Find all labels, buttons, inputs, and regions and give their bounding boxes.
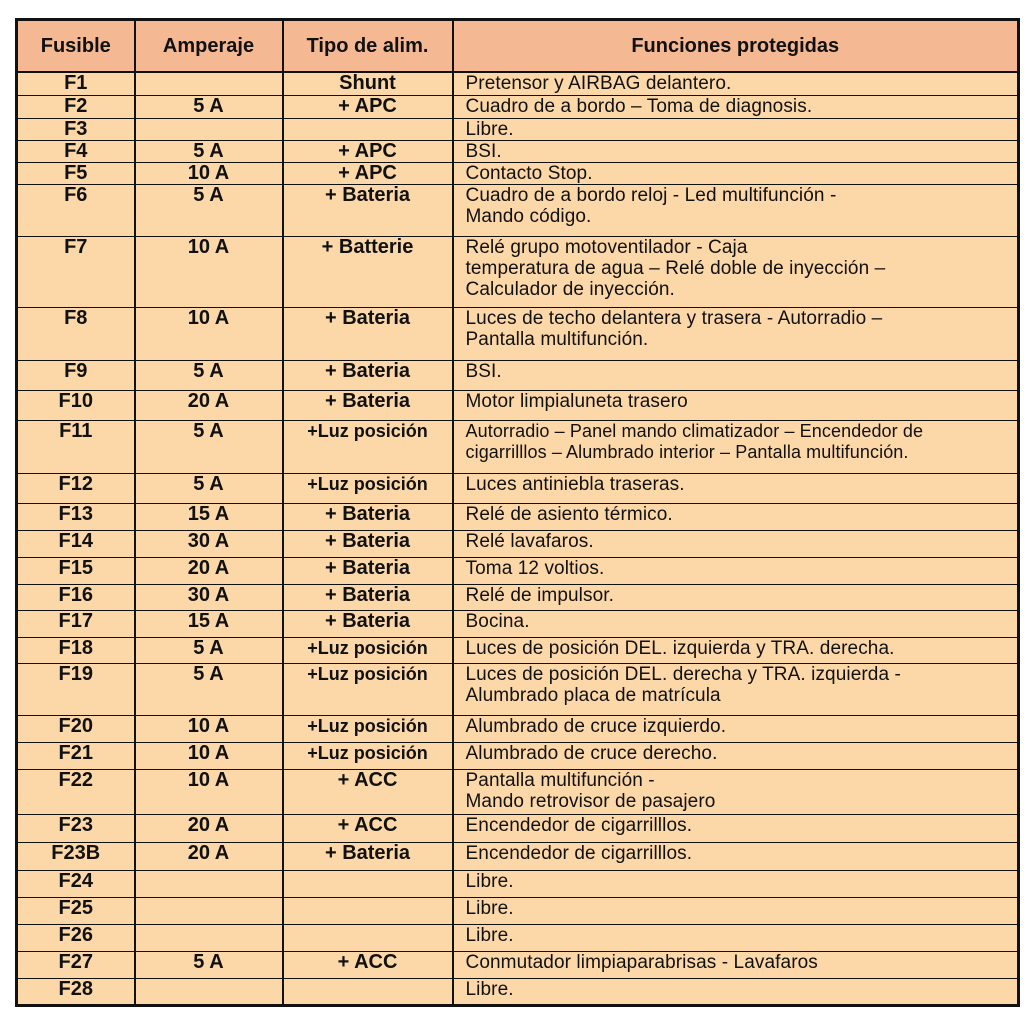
cell-fusible: F24: [17, 870, 135, 897]
cell-fusible: F26: [17, 924, 135, 951]
cell-fusible: F28: [17, 978, 135, 1005]
funcion-line: Relé de impulsor.: [465, 584, 614, 606]
cell-funciones: [453, 557, 1019, 584]
table-row: [17, 307, 1019, 360]
cell-amperaje: 5 A: [135, 140, 283, 162]
funcion-line: Pretensor y AIRBAG delantero.: [465, 73, 732, 94]
cell-tipo: + Bateria: [283, 307, 453, 360]
funcion-line: cigarrilllos – Alumbrado interior – Pantalla multifunción.: [465, 441, 909, 462]
cell-fusible: F9: [17, 360, 135, 390]
cell-amperaje: [135, 118, 283, 140]
table-row: [17, 769, 1019, 814]
cell-amperaje: 10 A: [135, 307, 283, 360]
cell-amperaje: 20 A: [135, 814, 283, 842]
cell-fusible: F7: [17, 236, 135, 307]
cell-funciones: [453, 978, 1019, 1005]
cell-tipo: + APC: [283, 95, 453, 118]
cell-funciones: [453, 663, 1019, 715]
cell-funciones: [453, 769, 1019, 814]
cell-funciones: [453, 951, 1019, 978]
funcion-line: Libre.: [465, 118, 514, 140]
table-row: [17, 584, 1019, 610]
header-amperaje: Amperaje: [135, 20, 283, 73]
table-row: [17, 663, 1019, 715]
cell-amperaje: 5 A: [135, 473, 283, 503]
cell-amperaje: 15 A: [135, 610, 283, 637]
table-row: [17, 715, 1019, 742]
table-row: [17, 978, 1019, 1005]
cell-funciones: [453, 584, 1019, 610]
table-row: [17, 870, 1019, 897]
cell-tipo: + Bateria: [283, 584, 453, 610]
cell-amperaje: 10 A: [135, 162, 283, 184]
cell-amperaje: 20 A: [135, 390, 283, 420]
cell-amperaje: 10 A: [135, 236, 283, 307]
cell-funciones: [453, 360, 1019, 390]
cell-funciones: [453, 530, 1019, 557]
table-row: [17, 72, 1019, 95]
cell-funciones: [453, 118, 1019, 140]
cell-amperaje: 20 A: [135, 557, 283, 584]
cell-amperaje: 30 A: [135, 530, 283, 557]
cell-fusible: F27: [17, 951, 135, 978]
cell-amperaje: 5 A: [135, 360, 283, 390]
funcion-line: Cuadro de a bordo – Toma de diagnosis.: [465, 95, 813, 117]
funcion-line: Encendedor de cigarrilllos.: [465, 842, 693, 864]
cell-fusible: F21: [17, 742, 135, 769]
cell-funciones: [453, 307, 1019, 360]
cell-funciones: [453, 162, 1019, 184]
funcion-line: Luces de techo delantera y trasera - Autorradio –: [465, 307, 883, 329]
table-row: [17, 530, 1019, 557]
table-row: [17, 236, 1019, 307]
funcion-line: Alumbrado de cruce derecho.: [465, 742, 718, 764]
funcion-line: Libre.: [465, 870, 514, 892]
cell-amperaje: 5 A: [135, 663, 283, 715]
cell-funciones: [453, 870, 1019, 897]
cell-tipo: + APC: [283, 140, 453, 162]
cell-funciones: [453, 473, 1019, 503]
table-row: [17, 637, 1019, 663]
cell-amperaje: [135, 72, 283, 95]
table-row: [17, 557, 1019, 584]
cell-tipo: + Bateria: [283, 842, 453, 870]
header-row: [17, 20, 1019, 73]
cell-amperaje: 5 A: [135, 420, 283, 473]
header-fusible: Fusible: [17, 20, 135, 73]
funcion-line: BSI.: [465, 140, 502, 162]
cell-amperaje: 5 A: [135, 95, 283, 118]
cell-fusible: F20: [17, 715, 135, 742]
funcion-line: temperatura de agua – Relé doble de inyección –: [465, 257, 886, 279]
cell-fusible: F25: [17, 897, 135, 924]
table-row: [17, 610, 1019, 637]
cell-tipo: +Luz posición: [283, 637, 453, 663]
cell-tipo: +Luz posición: [283, 663, 453, 715]
cell-funciones: [453, 637, 1019, 663]
cell-tipo: + ACC: [283, 951, 453, 978]
table-row: [17, 140, 1019, 162]
cell-funciones: [453, 924, 1019, 951]
cell-amperaje: 5 A: [135, 184, 283, 236]
cell-amperaje: 5 A: [135, 951, 283, 978]
funcion-line: Relé grupo motoventilador - Caja: [465, 236, 748, 258]
fuse-table: [15, 18, 1020, 1007]
cell-tipo: +Luz posición: [283, 742, 453, 769]
cell-tipo: [283, 118, 453, 140]
cell-fusible: F12: [17, 473, 135, 503]
cell-funciones: [453, 715, 1019, 742]
cell-funciones: [453, 610, 1019, 637]
cell-amperaje: 5 A: [135, 637, 283, 663]
cell-tipo: + APC: [283, 162, 453, 184]
cell-tipo: + Bateria: [283, 390, 453, 420]
fuse-table-body: [17, 72, 1019, 1005]
cell-tipo: [283, 978, 453, 1005]
cell-tipo: + Bateria: [283, 530, 453, 557]
cell-fusible: F11: [17, 420, 135, 473]
funcion-line: Encendedor de cigarrilllos.: [465, 814, 693, 836]
funcion-line: Libre.: [465, 924, 514, 946]
cell-tipo: [283, 897, 453, 924]
cell-funciones: [453, 842, 1019, 870]
cell-amperaje: 15 A: [135, 503, 283, 530]
table-row: [17, 360, 1019, 390]
cell-tipo: Shunt: [283, 72, 453, 95]
cell-fusible: F22: [17, 769, 135, 814]
funcion-line: Libre.: [465, 897, 514, 919]
funcion-line: Calculador de inyección.: [465, 278, 675, 300]
cell-fusible: F2: [17, 95, 135, 118]
funcion-line: Luces de posición DEL. izquierda y TRA. derecha.: [465, 637, 895, 659]
cell-fusible: F5: [17, 162, 135, 184]
cell-fusible: F18: [17, 637, 135, 663]
cell-funciones: [453, 390, 1019, 420]
cell-fusible: F13: [17, 503, 135, 530]
cell-fusible: F14: [17, 530, 135, 557]
funcion-line: Bocina.: [465, 610, 530, 632]
funcion-line: Mando código.: [465, 205, 592, 227]
cell-funciones: [453, 814, 1019, 842]
cell-fusible: F23: [17, 814, 135, 842]
funcion-line: Autorradio – Panel mando climatizador – Encendedor de: [465, 420, 924, 441]
cell-funciones: [453, 503, 1019, 530]
table-row: [17, 742, 1019, 769]
cell-fusible: F8: [17, 307, 135, 360]
cell-amperaje: [135, 897, 283, 924]
funcion-line: Motor limpialuneta trasero: [465, 390, 688, 412]
cell-fusible: F16: [17, 584, 135, 610]
table-row: [17, 951, 1019, 978]
table-row: [17, 184, 1019, 236]
cell-fusible: F17: [17, 610, 135, 637]
cell-tipo: +Luz posición: [283, 420, 453, 473]
cell-fusible: F3: [17, 118, 135, 140]
table-row: [17, 473, 1019, 503]
table-row: [17, 118, 1019, 140]
funcion-line: Libre.: [465, 978, 514, 1000]
cell-funciones: [453, 420, 1019, 473]
cell-tipo: + Bateria: [283, 360, 453, 390]
table-row: [17, 95, 1019, 118]
cell-fusible: F4: [17, 140, 135, 162]
cell-amperaje: 30 A: [135, 584, 283, 610]
cell-fusible: F10: [17, 390, 135, 420]
cell-tipo: +Luz posición: [283, 715, 453, 742]
cell-funciones: [453, 95, 1019, 118]
cell-tipo: + Batterie: [283, 236, 453, 307]
cell-amperaje: 10 A: [135, 769, 283, 814]
funcion-line: Cuadro de a bordo reloj - Led multifunción -: [465, 184, 837, 206]
cell-funciones: [453, 184, 1019, 236]
header-funciones: Funciones protegidas: [453, 20, 1019, 73]
cell-tipo: [283, 924, 453, 951]
cell-funciones: [453, 236, 1019, 307]
cell-amperaje: 20 A: [135, 842, 283, 870]
cell-fusible: F1: [17, 72, 135, 95]
table-row: [17, 842, 1019, 870]
funcion-line: Luces de posición DEL. derecha y TRA. izquierda -: [465, 663, 901, 685]
funcion-line: Luces antiniebla traseras.: [465, 473, 685, 495]
cell-amperaje: [135, 924, 283, 951]
funcion-line: Alumbrado de cruce izquierdo.: [465, 715, 727, 737]
funcion-line: Alumbrado placa de matrícula: [465, 684, 721, 706]
funcion-line: Relé de asiento térmico.: [465, 503, 673, 525]
cell-tipo: + Bateria: [283, 610, 453, 637]
cell-fusible: F15: [17, 557, 135, 584]
cell-funciones: [453, 742, 1019, 769]
funcion-line: BSI.: [465, 360, 502, 382]
cell-amperaje: 10 A: [135, 715, 283, 742]
cell-amperaje: 10 A: [135, 742, 283, 769]
table-row: [17, 420, 1019, 473]
cell-tipo: + Bateria: [283, 184, 453, 236]
header-tipo: Tipo de alim.: [283, 20, 453, 73]
cell-amperaje: [135, 978, 283, 1005]
cell-tipo: + Bateria: [283, 503, 453, 530]
cell-fusible: F23B: [17, 842, 135, 870]
cell-funciones: [453, 897, 1019, 924]
cell-tipo: [283, 870, 453, 897]
cell-funciones: [453, 72, 1019, 95]
funcion-line: Pantalla multifunción -: [465, 769, 655, 791]
table-row: [17, 814, 1019, 842]
table-row: [17, 390, 1019, 420]
cell-tipo: + ACC: [283, 769, 453, 814]
table-row: [17, 924, 1019, 951]
cell-tipo: + ACC: [283, 814, 453, 842]
cell-funciones: [453, 140, 1019, 162]
cell-fusible: F6: [17, 184, 135, 236]
funcion-line: Pantalla multifunción.: [465, 328, 649, 350]
funcion-line: Toma 12 voltios.: [465, 557, 605, 579]
table-row: [17, 162, 1019, 184]
cell-tipo: +Luz posición: [283, 473, 453, 503]
cell-fusible: F19: [17, 663, 135, 715]
funcion-line: Contacto Stop.: [465, 162, 593, 184]
cell-tipo: + Bateria: [283, 557, 453, 584]
funcion-line: Conmutador limpiaparabrisas - Lavafaros: [465, 951, 818, 973]
funcion-line: Relé lavafaros.: [465, 530, 594, 552]
table-row: [17, 897, 1019, 924]
cell-amperaje: [135, 870, 283, 897]
table-row: [17, 503, 1019, 530]
funcion-line: Mando retrovisor de pasajero: [465, 790, 716, 812]
